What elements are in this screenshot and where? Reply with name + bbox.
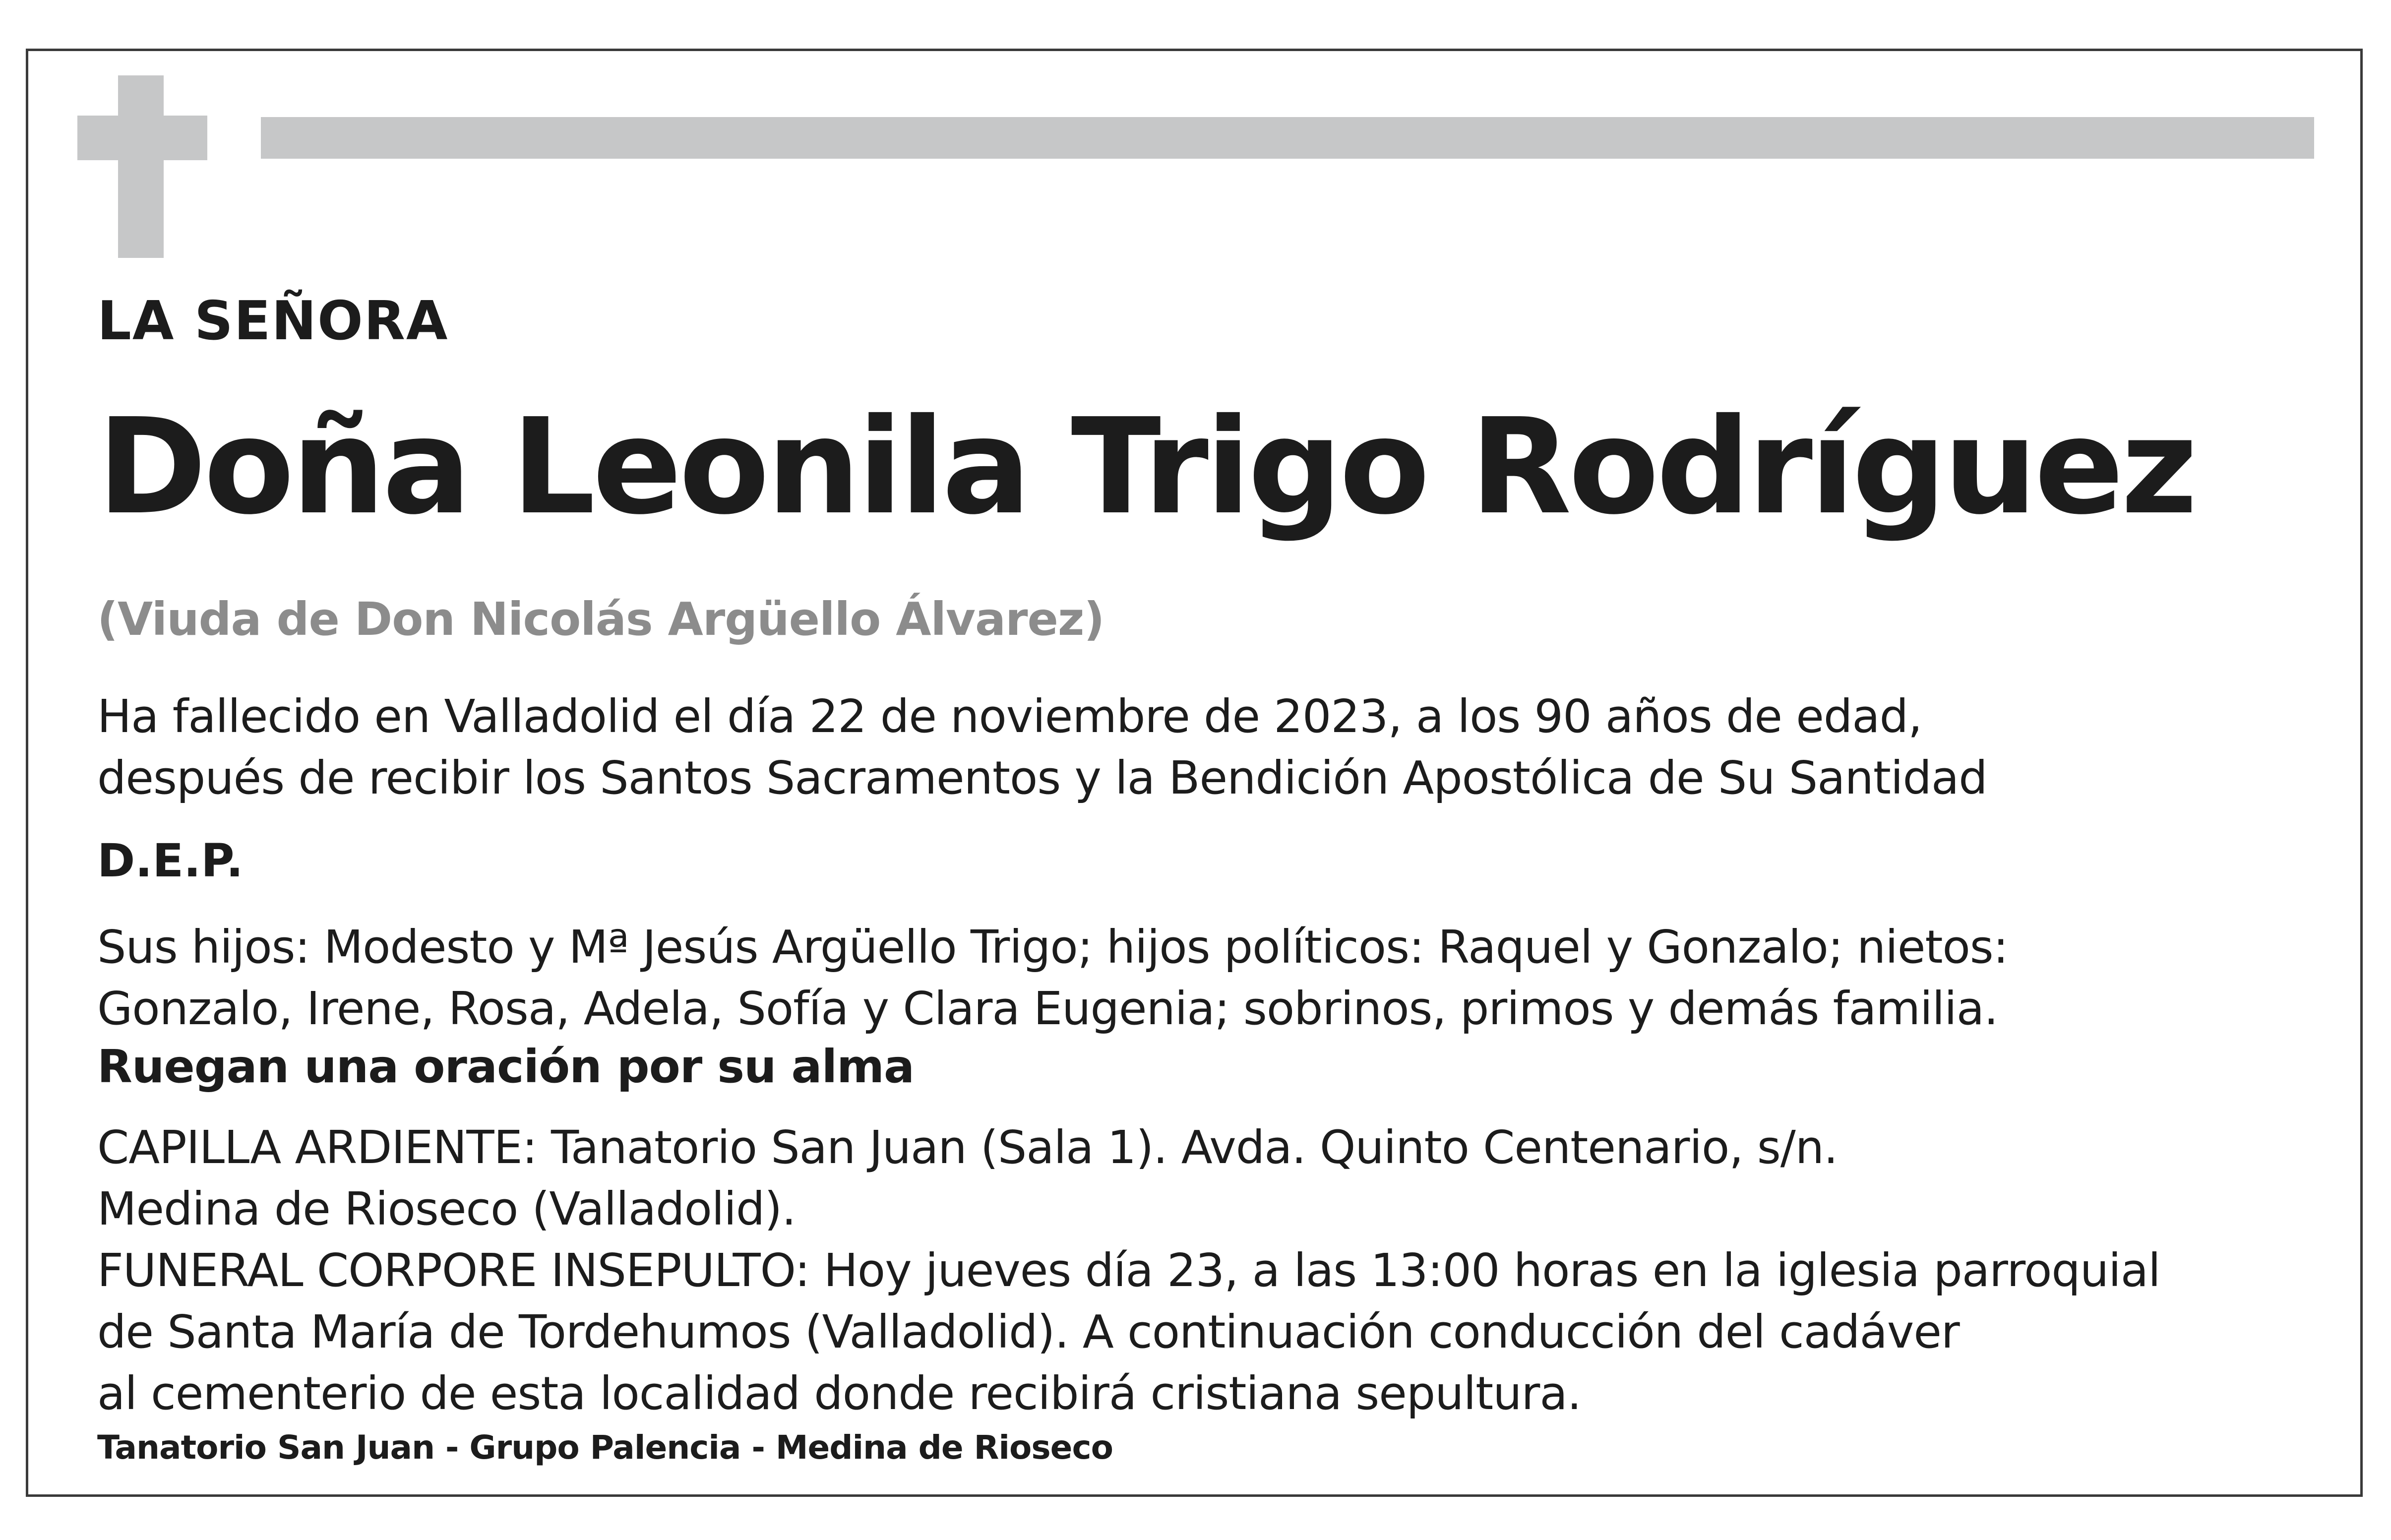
header-divider-bar — [261, 117, 2314, 159]
funeral-details — [97, 1240, 2160, 1424]
death-line: después de recibir los Santos Sacramentos y la Bendición Apostólica de Su Santidad — [97, 751, 1987, 804]
family-list — [97, 917, 2008, 1040]
deceased-name: Doña Leonila Trigo Rodríguez — [97, 390, 2195, 544]
rest-in-peace: D.E.P. — [97, 834, 244, 887]
death-announcement — [97, 686, 1987, 809]
cross-horizontal-beam — [77, 116, 207, 160]
prayer-request: Ruegan una oración por su alma — [97, 1040, 915, 1093]
widow-subtitle: (Viuda de Don Nicolás Argüello Álvarez) — [97, 593, 1104, 646]
cross-vertical-beam — [118, 75, 164, 258]
family-line: Gonzalo, Irene, Rosa, Adela, Sofía y Clara Eugenia; sobrinos, primos y demás familia. — [97, 982, 1998, 1035]
death-line: Ha fallecido en Valladolid el día 22 de noviembre de 2023, a los 90 años de edad, — [97, 690, 1922, 743]
funeral-line: FUNERAL CORPORE INSEPULTO: Hoy jueves día 23, a las 13:00 horas en la iglesia parroquial — [97, 1244, 2160, 1297]
notice-heading: LA SEÑORA — [97, 290, 449, 352]
funeral-line: al cementerio de esta localidad donde recibirá cristiana sepultura. — [97, 1367, 1581, 1420]
funeral-line: de Santa María de Tordehumos (Valladolid). A continuación conducción del cadáver — [97, 1305, 1960, 1358]
chapel-line: CAPILLA ARDIENTE: Tanatorio San Juan (Sala 1). Avda. Quinto Centenario, s/n. — [97, 1121, 1838, 1174]
funeral-home-footer: Tanatorio San Juan - Grupo Palencia - Medina de Rioseco — [97, 1428, 1113, 1467]
chapel-details — [97, 1117, 1838, 1240]
family-line: Sus hijos: Modesto y Mª Jesús Argüello Trigo; hijos políticos: Raquel y Gonzalo; nietos: — [97, 921, 2008, 974]
chapel-line: Medina de Rioseco (Valladolid). — [97, 1182, 796, 1235]
